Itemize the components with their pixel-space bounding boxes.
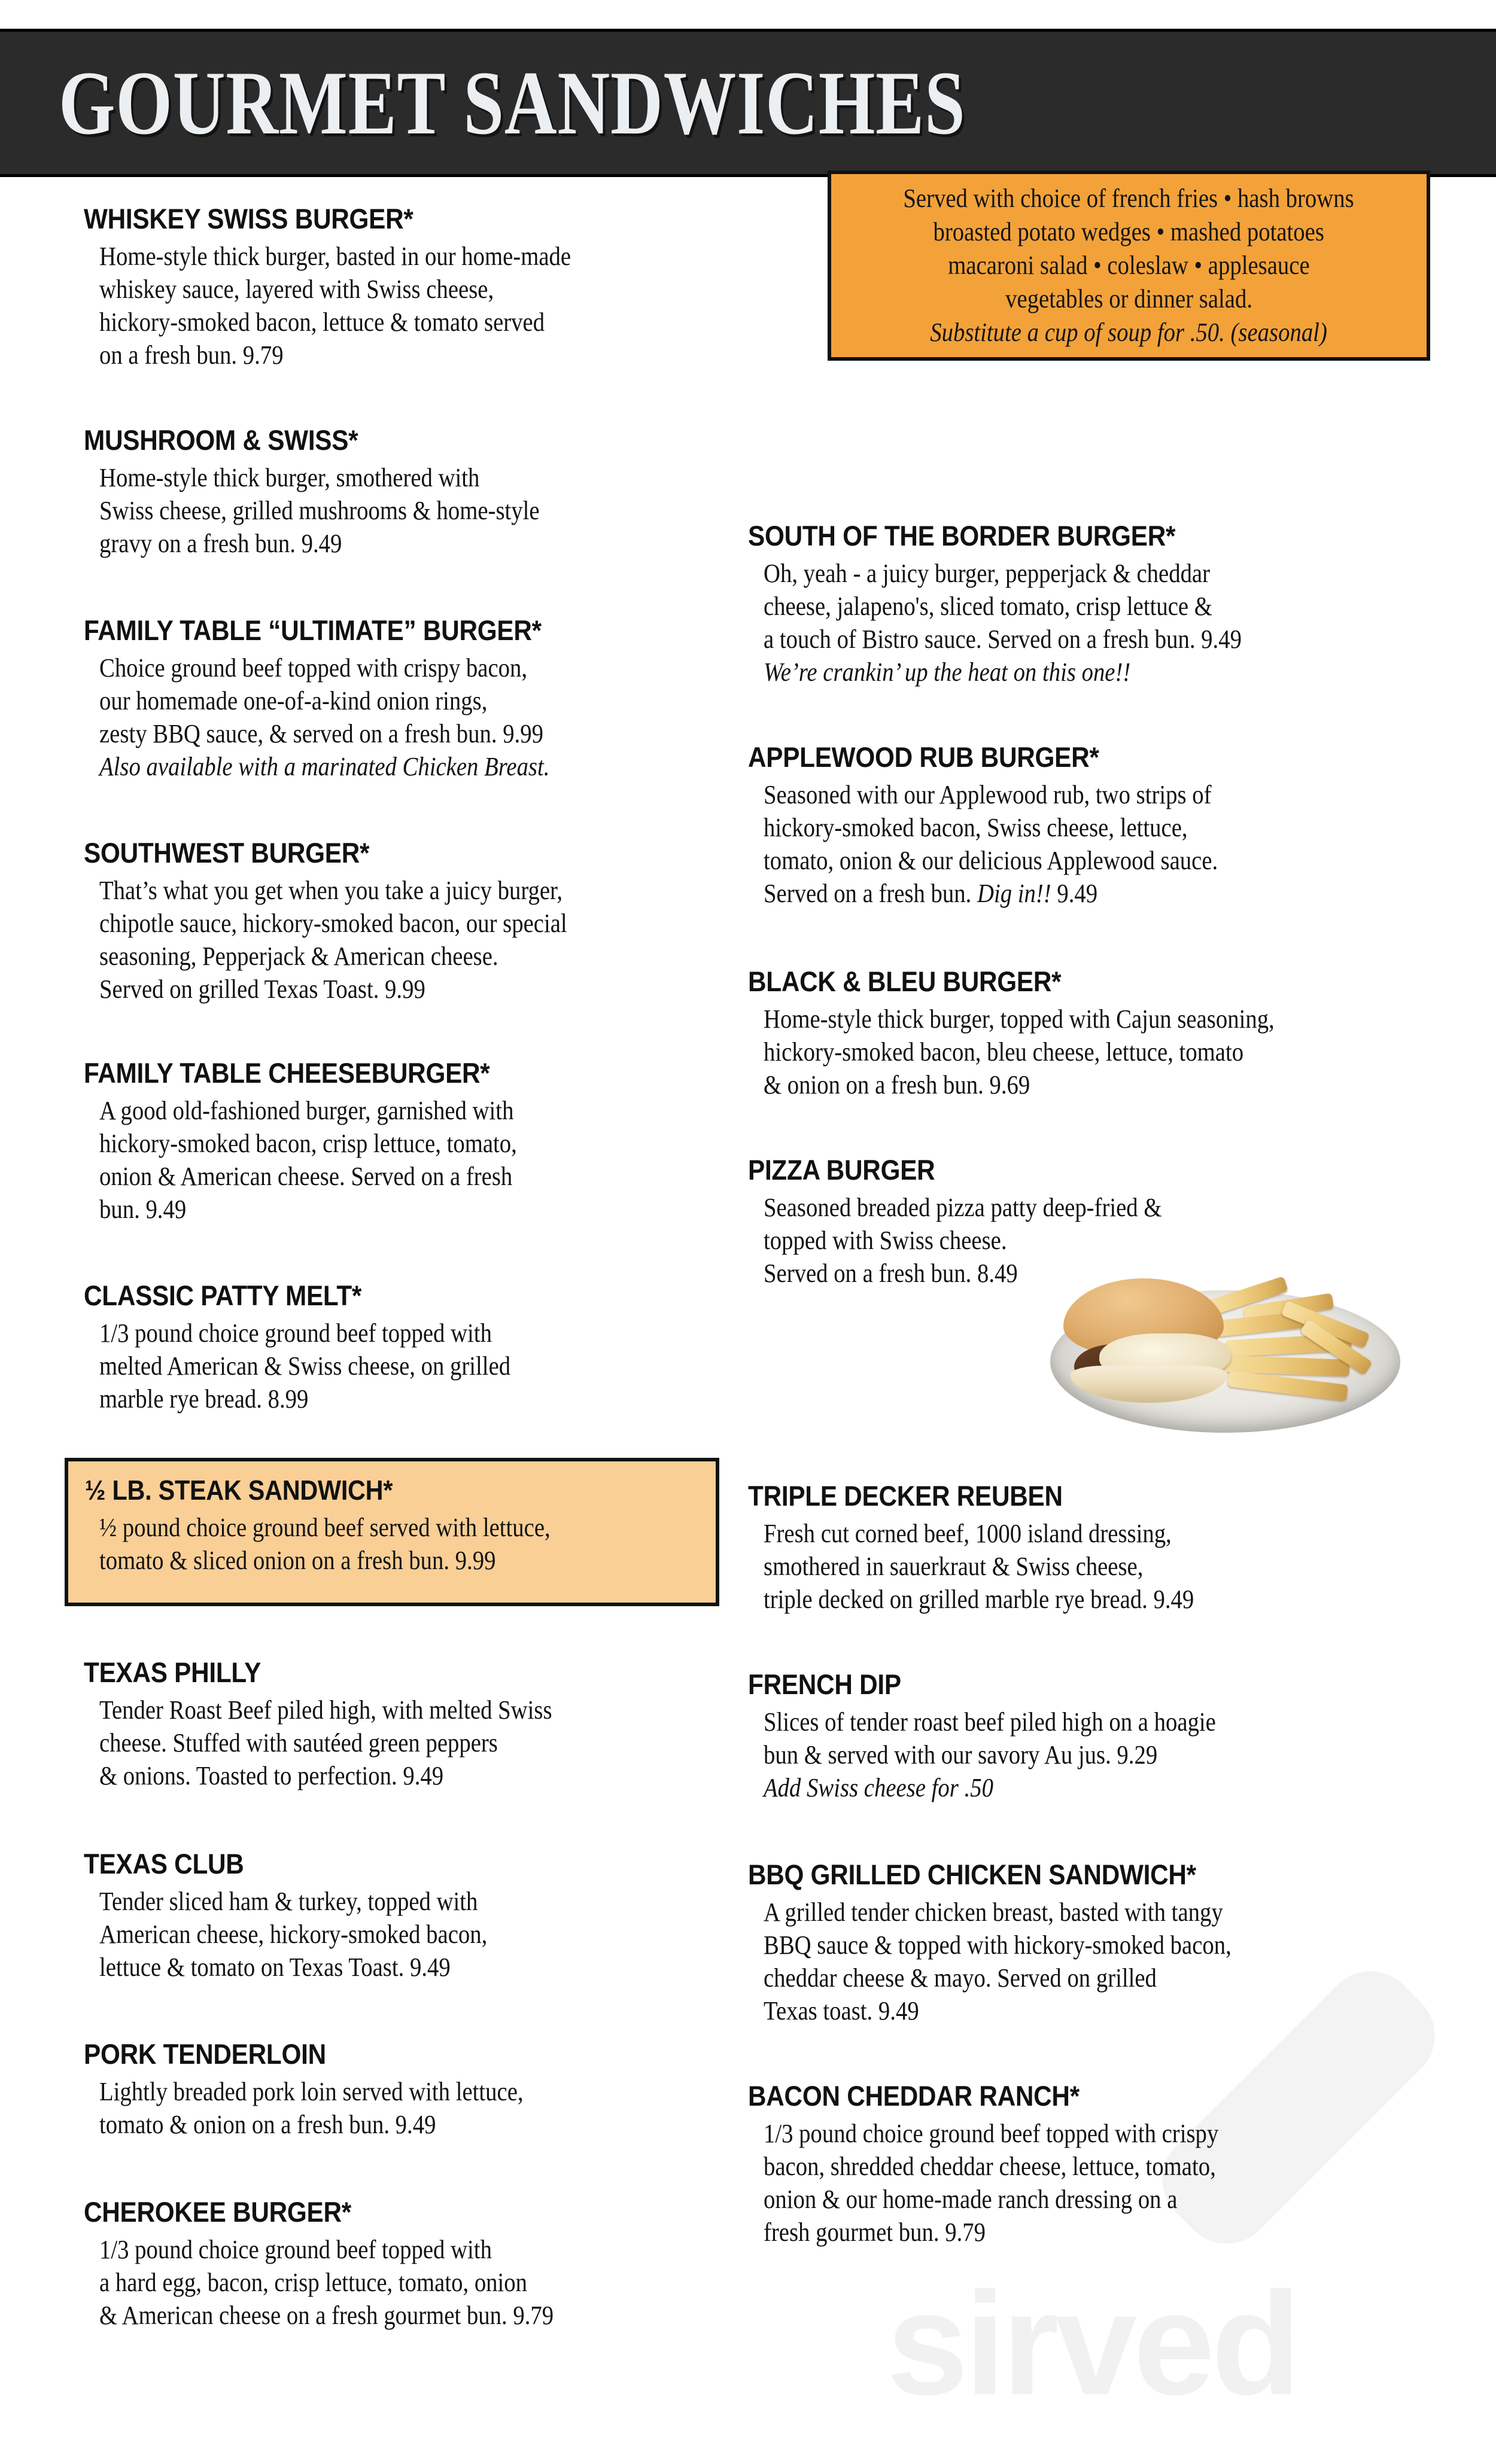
menu-item-description: Slices of tender roast beef piled high on a hoagie bun & served with our savory Au jus. 9.29 Add Swiss cheese for .50 xyxy=(764,1705,1216,1804)
menu-item-description: A grilled tender chicken breast, basted with tangy BBQ sauce & topped with hickory-smoked bacon, cheddar cheese & mayo. Served on grilled Texas toast. 9.49 xyxy=(764,1898,1232,2026)
menu-item-bacon-cheddar-ranch xyxy=(748,2081,1281,2249)
menu-item-description: Tender Roast Beef piled high, with melted Swiss cheese. Stuffed with sautéed green peppers & onions. Toasted to perfection. 9.49 xyxy=(99,1695,552,1790)
sirved-watermark-text: sirved xyxy=(887,2261,1297,2425)
sides-callout-box xyxy=(828,170,1430,361)
menu-item-title: APPLEWOOD RUB BURGER* xyxy=(748,741,1099,773)
menu-item-description: Seasoned with our Applewood rub, two strips of hickory-smoked bacon, Swiss cheese, lettuce, tomato, onion & our delicious Applewood sauce. Served on a fresh bun. Dig in!! 9.49 xyxy=(764,778,1218,910)
menu-item-note: We’re crankin’ up the heat on this one!! xyxy=(764,657,1131,687)
menu-item-bbq-grilled-chicken-sandwich xyxy=(748,1859,1295,2027)
sides-line-4: vegetables or dinner salad. xyxy=(1005,284,1252,313)
menu-item-description: Oh, yeah - a juicy burger, pepperjack & cheddar cheese, jalapeno's, sliced tomato, crisp lettuce & a touch of Bistro sauce. Served on a fresh bun. 9.49 We’re crankin’ up the heat on this one!! xyxy=(764,557,1242,689)
page-header-banner xyxy=(0,29,1496,177)
menu-item-applewood-rub-burger xyxy=(748,742,1280,910)
menu-item-south-of-the-border-burger xyxy=(748,520,1307,689)
menu-item-pork-tenderloin xyxy=(84,2039,581,2141)
menu-item-title: BACON CHEDDAR RANCH* xyxy=(748,2080,1080,2112)
menu-item-description: Lightly breaded pork loin served with lettuce, tomato & onion on a fresh bun. 9.49 xyxy=(99,2077,524,2139)
menu-item-triple-decker-reuben xyxy=(748,1481,1252,1616)
sides-line-3: macaroni salad • coleslaw • applesauce xyxy=(948,251,1310,280)
menu-item-mushroom-and-swiss xyxy=(84,425,600,560)
menu-item-black-and-bleu-burger xyxy=(748,966,1344,1101)
menu-item-family-table-ultimate-burger xyxy=(84,615,611,783)
menu-item-title: SOUTH OF THE BORDER BURGER* xyxy=(748,520,1176,552)
menu-item-title: TEXAS PHILLY xyxy=(84,1656,262,1688)
menu-item-description: A good old-fashioned burger, garnished with hickory-smoked bacon, crisp lettuce, tomato, onion & American cheese. Served on a fresh bun. 9.49 xyxy=(99,1096,517,1224)
menu-item-description: That’s what you get when you take a juicy burger, chipotle sauce, hickory-smoked bacon, our special seasoning, Pepperjack & American cheese. Served on grilled Texas Toast. 9.99 xyxy=(99,876,567,1004)
menu-item-title: TEXAS CLUB xyxy=(84,1848,244,1880)
menu-item-title: MUSHROOM & SWISS* xyxy=(84,424,358,456)
menu-item-note: Add Swiss cheese for .50 xyxy=(764,1773,993,1802)
sides-line-2: broasted potato wedges • mashed potatoes xyxy=(933,217,1325,246)
menu-item-texas-philly xyxy=(84,1657,614,1792)
menu-item-whiskey-swiss-burger xyxy=(84,203,636,371)
menu-item-description: Home-style thick burger, basted in our home-made whiskey sauce, layered with Swiss cheese, hickory-smoked bacon, lettuce & tomato served on a fresh bun. 9.79 xyxy=(99,242,571,370)
menu-item-title: PIZZA BURGER xyxy=(748,1154,935,1186)
bun-bottom-shape xyxy=(1071,1366,1227,1403)
menu-item-title: FAMILY TABLE CHEESEBURGER* xyxy=(84,1057,490,1089)
menu-item-note: Also available with a marinated Chicken Breast. xyxy=(99,752,550,781)
menu-item-title: CLASSIC PATTY MELT* xyxy=(84,1280,362,1311)
menu-item-title: ½ LB. STEAK SANDWICH* xyxy=(85,1475,393,1506)
menu-item-french-dip xyxy=(748,1669,1278,1804)
menu-item-description: Choice ground beef topped with crispy bacon, our homemade one-of-a-kind onion rings, zesty BBQ sauce, & served on a fresh bun. 9.99 Also available with a marinated Chicken Breast. xyxy=(99,651,549,783)
menu-item-title: CHEROKEE BURGER* xyxy=(84,2196,351,2228)
menu-item-description: Home-style thick burger, smothered with Swiss cheese, grilled mushrooms & home-style gravy on a fresh bun. 9.49 xyxy=(99,463,540,558)
menu-item-texas-club xyxy=(84,1848,540,1984)
menu-item-title: TRIPLE DECKER REUBEN xyxy=(748,1480,1063,1512)
page-title: GOURMET SANDWICHES xyxy=(59,53,966,153)
menu-item-southwest-burger xyxy=(84,837,631,1006)
menu-item-last-line: Served on a fresh bun. Dig in!! 9.49 xyxy=(764,879,1098,908)
menu-item-description: 1/3 pound choice ground beef topped with melted American & Swiss cheese, on grilled marble rye bread. 8.99 xyxy=(99,1318,511,1414)
menu-item-title: FRENCH DIP xyxy=(748,1668,901,1700)
menu-item-cherokee-burger xyxy=(84,2197,616,2332)
burger-shape xyxy=(1057,1278,1237,1398)
menu-item-family-table-cheeseburger xyxy=(84,1058,574,1226)
menu-item-title: SOUTHWEST BURGER* xyxy=(84,837,370,869)
menu-item-description: Fresh cut corned beef, 1000 island dressing, smothered in sauerkraut & Swiss cheese, triple decked on grilled marble rye bread. 9.49 xyxy=(764,1519,1194,1614)
sides-substitute-note: Substitute a cup of soup for .50. (seasonal) xyxy=(930,318,1328,347)
menu-item-description: ½ pound choice ground beef served with lettuce, tomato & sliced onion on a fresh bun. 9.99 xyxy=(99,1513,551,1575)
menu-item-description: Seasoned breaded pizza patty deep-fried & topped with Swiss cheese. Served on a fresh bun. 8.49 xyxy=(764,1193,1162,1288)
menu-item-title: WHISKEY SWISS BURGER* xyxy=(84,203,413,234)
burger-and-fries-photo xyxy=(1050,1265,1400,1433)
menu-item-description: 1/3 pound choice ground beef topped with crispy bacon, shredded cheddar cheese, lettuce, tomato, onion & our home-made ranch dressing on a fresh gourmet bun. 9.79 xyxy=(764,2119,1219,2247)
menu-item-description: 1/3 pound choice ground beef topped with a hard egg, bacon, crisp lettuce, tomato, onion & American cheese on a fresh gourmet bun. 9.79 xyxy=(99,2235,554,2330)
menu-item-title: PORK TENDERLOIN xyxy=(84,2038,326,2070)
menu-item-description: Tender sliced ham & turkey, topped with American cheese, hickory-smoked bacon, lettuce & tomato on Texas Toast. 9.49 xyxy=(99,1887,488,1982)
menu-item-title: FAMILY TABLE “ULTIMATE” BURGER* xyxy=(84,614,542,646)
menu-item-classic-patty-melt xyxy=(84,1280,567,1415)
menu-item-description: Home-style thick burger, topped with Cajun seasoning, hickory-smoked bacon, bleu cheese, lettuce, tomato & onion on a fresh bun. 9.69 xyxy=(764,1004,1275,1099)
menu-item-title: BLACK & BLEU BURGER* xyxy=(748,966,1062,997)
sides-line-1: Served with choice of french fries • hash browns xyxy=(903,184,1355,213)
menu-item-title: BBQ GRILLED CHICKEN SANDWICH* xyxy=(748,1859,1196,1890)
menu-item-half-lb-steak-sandwich-highlighted xyxy=(65,1458,719,1606)
